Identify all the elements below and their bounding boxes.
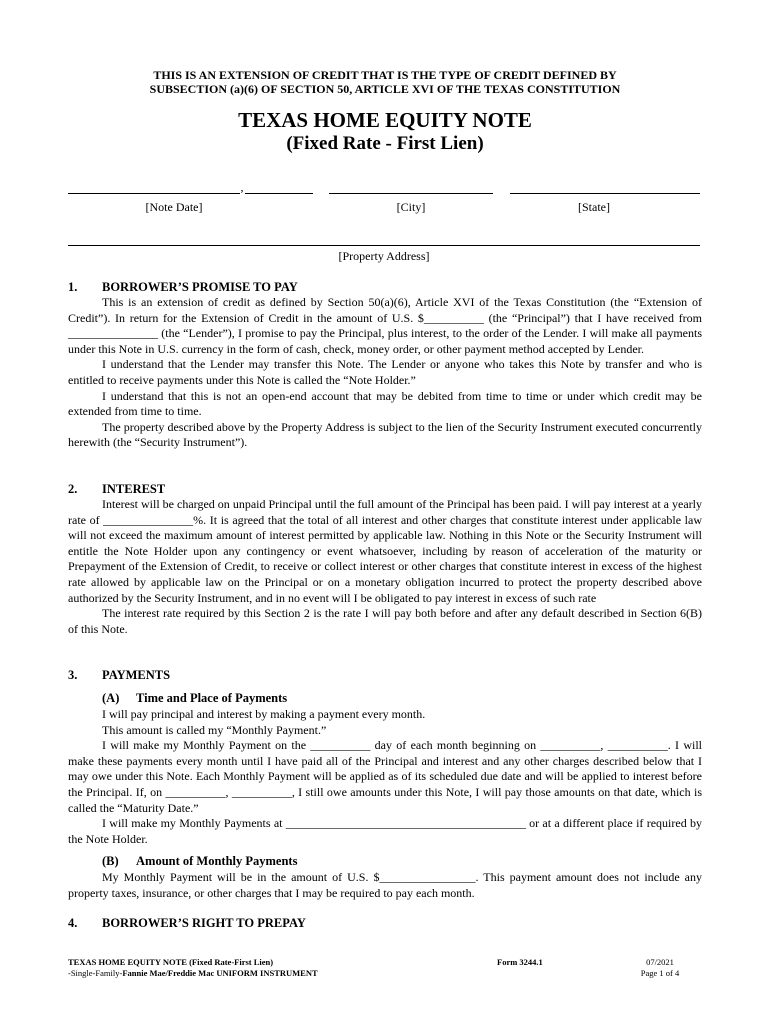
- subsection-title: Amount of Monthly Payments: [136, 854, 298, 868]
- footer-form-date: 07/2021: [646, 957, 674, 967]
- paragraph: Interest will be charged on unpaid Principal until the full amount of the Principal has been paid. I will pay interest at a yearly rate of _______________%. It is agreed that the total of all interest and other charges that constitute interest under applicable law will not exceed the maximum amount of interest permitted by applicable law. Nothing in this Note or the Security Instrument will entitle the Note Holder upon any contingency or event whatsoever, including by reason of acceleration of the maturity or Prepayment of the Extension of Credit, to receive or collect interest or other charges that constitute interest in excess of the highest rate allowed by applicable law on the Principal or on a monetary obligation incurred to protect the property described above authorized by the Security Instrument, and in no event will I be obligated to pay interest in excess of such rate: [68, 497, 702, 605]
- subsection-label: (B): [102, 854, 119, 868]
- footer-form-title: TEXAS HOME EQUITY NOTE (Fixed Rate-First Lien): [68, 957, 274, 967]
- note-date-label: [Note Date]: [145, 200, 203, 214]
- header-line-1: THIS IS AN EXTENSION OF CREDIT THAT IS THE TYPE OF CREDIT DEFINED BY: [153, 68, 617, 82]
- footer-form-number: Form 3244.1: [497, 957, 543, 967]
- date-comma: ,: [240, 180, 244, 194]
- document-subtitle: (Fixed Rate - First Lien): [286, 133, 484, 154]
- paragraph: The interest rate required by this Section 2 is the rate I will pay both before and after any default described in Section 6(B) of this Note.: [68, 606, 702, 636]
- section-3b-heading: [102, 854, 297, 869]
- property-address-label: [Property Address]: [338, 249, 430, 263]
- section-2-body: [68, 497, 702, 637]
- paragraph: I will make my Monthly Payments at ________________________________________ or at a different place if required by the Note Holder.: [68, 816, 702, 846]
- state-line[interactable]: [510, 193, 700, 194]
- footer-family-type: -Single-Family-: [68, 968, 123, 978]
- paragraph: I will pay principal and interest by making a payment every month.: [102, 707, 426, 721]
- section-3a-body: [68, 707, 702, 847]
- document-title: TEXAS HOME EQUITY NOTE: [238, 108, 532, 132]
- footer-uniform-instrument: Fannie Mae/Freddie Mac UNIFORM INSTRUMENT: [122, 968, 318, 978]
- paragraph: I will make my Monthly Payment on the __________ day of each month beginning on __________, __________. I will make these payments every month until I have paid all of the Principal and interest and any other charges described below that I may owe under this Note. Each Monthly Payment will be applied as of its scheduled due date and will be applied to interest before the Principal. If, on __________, __________, I still owe amounts under this Note, I will pay those amounts on that date, which is called the “Maturity Date.”: [68, 738, 702, 815]
- note-year-line[interactable]: [245, 193, 313, 194]
- city-line[interactable]: [329, 193, 493, 194]
- property-address-line[interactable]: [68, 245, 700, 246]
- paragraph: I understand that the Lender may transfer this Note. The Lender or anyone who takes this Note by transfer and who is entitled to receive payments under this Note is called the “Note Holder.”: [68, 357, 702, 387]
- section-title: BORROWER’S RIGHT TO PREPAY: [102, 916, 306, 930]
- city-label: [City]: [396, 200, 426, 214]
- paragraph: This is an extension of credit as defined by Section 50(a)(6), Article XVI of the Texas Constitution (the “Extension of Credit”). In return for the Extension of Credit in the amount of U.S. $__________ (the “Principal”) that I have received from _______________ (the “Lender”), I promise to pay the Principal, plus interest, to the order of the Lender. I will make all payments under this Note in U.S. currency in the form of cash, check, money order, or other payment method accepted by Lender.: [68, 295, 702, 356]
- paragraph: I understand that this is not an open-end account that may be debited from time to time or under which credit may be extended from time to time.: [68, 388, 702, 419]
- paragraph: My Monthly Payment will be in the amount of U.S. $________________. This payment amount does not include any property taxes, insurance, or other charges that I may be required to pay each month.: [68, 870, 702, 900]
- section-1-body: [68, 295, 702, 451]
- section-3b-body: [68, 870, 702, 901]
- paragraph: This amount is called my “Monthly Payment.”: [102, 722, 327, 737]
- state-label: [State]: [578, 200, 610, 214]
- section-number: 1.: [68, 280, 78, 294]
- note-date-line[interactable]: [68, 193, 240, 194]
- header-line-2: SUBSECTION (a)(6) OF SECTION 50, ARTICLE XVI OF THE TEXAS CONSTITUTION: [149, 82, 621, 96]
- section-3-heading: [68, 668, 170, 683]
- subsection-label: (A): [102, 691, 120, 705]
- section-title: BORROWER’S PROMISE TO PAY: [102, 280, 298, 294]
- section-number: 3.: [68, 668, 78, 682]
- section-number: 4.: [68, 916, 78, 930]
- section-4-heading: [68, 916, 306, 931]
- section-number: 2.: [68, 482, 78, 496]
- section-1-heading: [68, 280, 298, 295]
- paragraph: The property described above by the Property Address is subject to the lien of the Security Instrument executed concurrently herewith (the “Security Instrument”).: [68, 419, 702, 450]
- subsection-title: Time and Place of Payments: [136, 691, 288, 705]
- footer-page-number: Page 1 of 4: [640, 968, 680, 978]
- section-title: INTEREST: [102, 482, 166, 496]
- section-2-heading: [68, 482, 165, 497]
- section-title: PAYMENTS: [102, 668, 171, 682]
- footer-instrument: [68, 968, 318, 979]
- section-3a-heading: [102, 691, 287, 706]
